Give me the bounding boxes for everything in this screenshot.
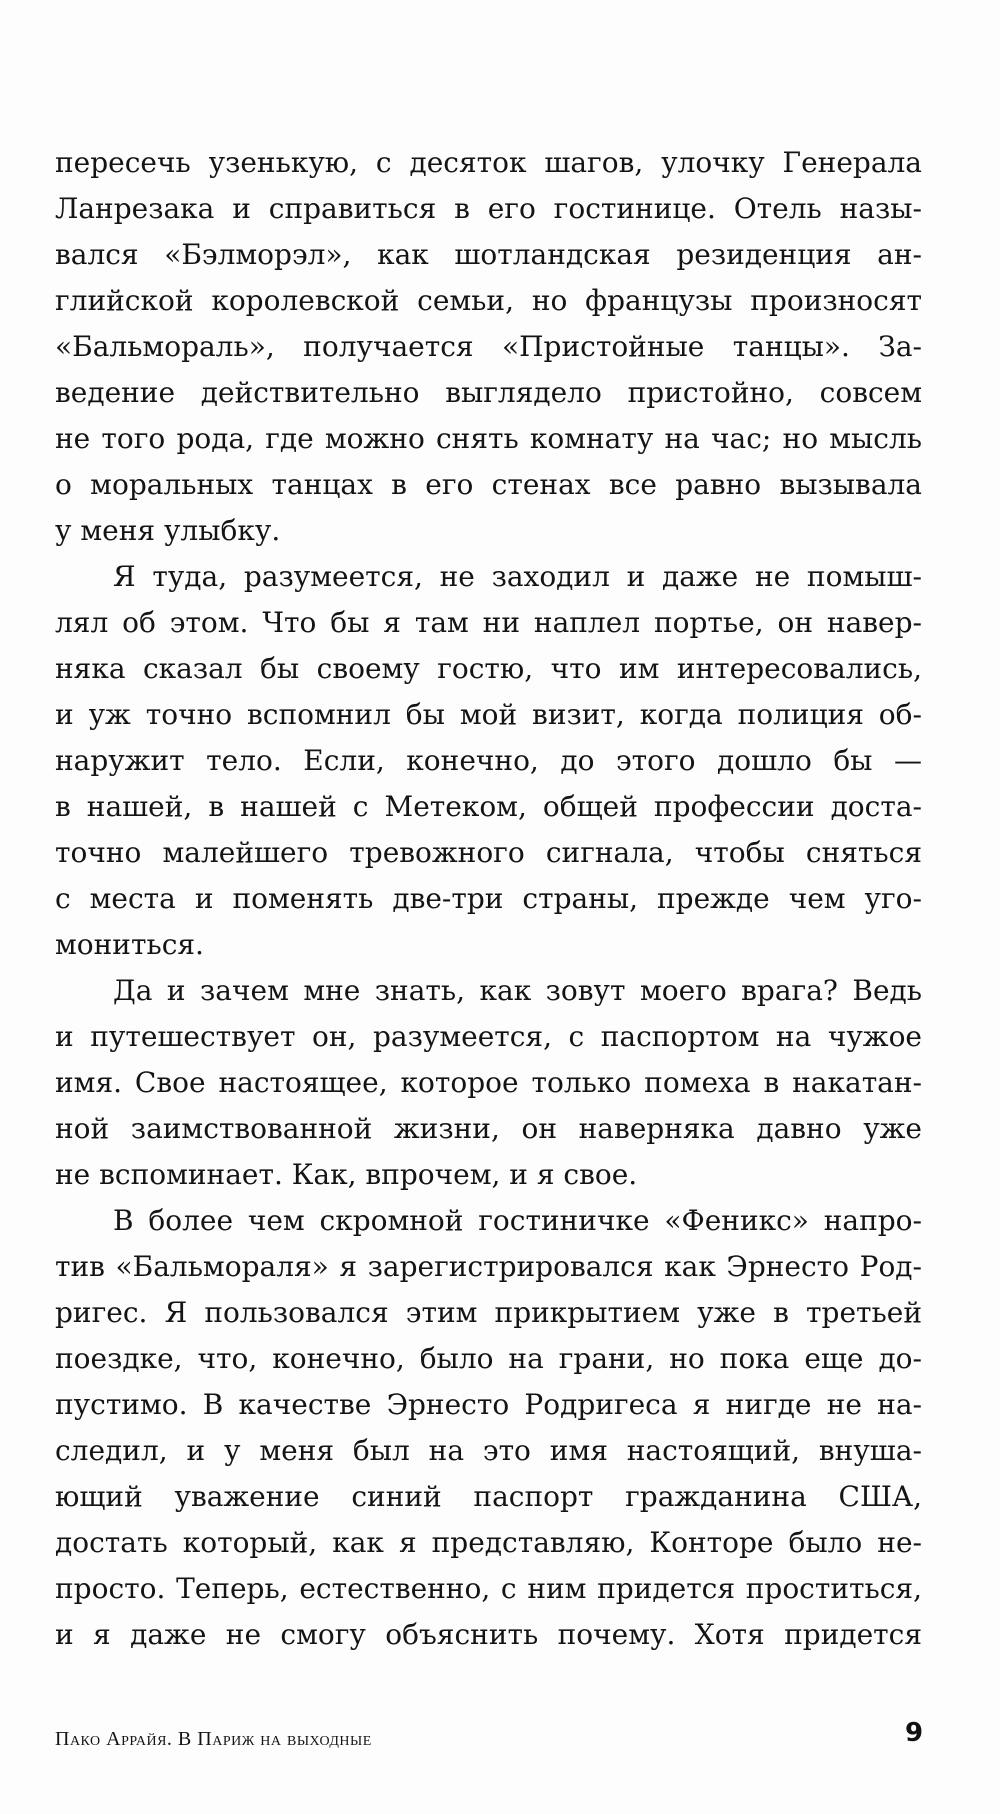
text-line: и я даже не смогу объяснить почему. Хотя придется [55, 1618, 922, 1651]
text-line: Ланрезака и справиться в его гостинице. Отель назы- [55, 192, 922, 225]
text-line: пустимо. В качестве Эрнесто Родригеса я нигде не на- [55, 1388, 922, 1421]
text-line: вался «Бэлморэл», как шотландская резиденция ан- [55, 238, 922, 271]
text-line: Да и зачем мне знать, как зовут моего врага? Ведь [113, 974, 922, 1007]
text-line: у меня улыбку. [55, 514, 281, 547]
running-footer-title: Пако Аррайя. В Париж на выходные [55, 1728, 372, 1750]
text-line: «Бальмораль», получается «Пристойные танцы». За- [55, 330, 922, 363]
text-line: не того рода, где можно снять комнату на час; но мысль [55, 422, 922, 455]
text-line: лял об этом. Что бы я там ни наплел портье, он навер- [55, 606, 922, 639]
text-line: глийской королевской семьи, но французы произносят [55, 284, 922, 317]
text-line: ведение действительно выглядело пристойно, совсем [55, 376, 922, 409]
text-line: няка сказал бы своему гостю, что им интересовались, [55, 652, 922, 685]
text-line: ригес. Я пользовался этим прикрытием уже в третьей [55, 1296, 922, 1329]
text-line: имя. Свое настоящее, которое только помеха в накатан- [55, 1066, 922, 1099]
text-line: поездке, что, конечно, было на грани, но пока еще до- [55, 1342, 922, 1375]
text-line: достать который, как я представляю, Конторе было не- [55, 1526, 922, 1559]
text-line: не вспоминает. Как, впрочем, и я свое. [55, 1158, 638, 1191]
text-line: и уж точно вспомнил бы мой визит, когда полиция об- [55, 698, 922, 731]
page-number: 9 [905, 1718, 924, 1748]
text-line: в нашей, в нашей с Метеком, общей профессии доста- [55, 790, 922, 823]
text-line: пересечь узенькую, с десяток шагов, улочку Генерала [55, 146, 922, 179]
text-line: мониться. [55, 928, 204, 961]
text-line: просто. Теперь, естественно, с ним придется проститься, [55, 1572, 922, 1605]
text-line: следил, и у меня был на это имя настоящий, внуша- [55, 1434, 922, 1467]
text-line: и путешествует он, разумеется, с паспортом на чужое [55, 1020, 922, 1053]
text-line: В более чем скромной гостиничке «Феникс» напро- [113, 1204, 922, 1237]
body-text [55, 140, 922, 1658]
text-line: наружит тело. Если, конечно, до этого дошло бы — [55, 744, 922, 777]
text-line: с места и поменять две-три страны, прежде чем уго- [55, 882, 922, 915]
text-line: ной заимствованной жизни, он наверняка давно уже [55, 1112, 922, 1145]
text-line: о моральных танцах в его стенах все равно вызывала [55, 468, 922, 501]
text-line: Я туда, разумеется, не заходил и даже не помыш- [113, 560, 922, 593]
text-line: точно малейшего тревожного сигнала, чтобы сняться [55, 836, 922, 869]
text-line: ющий уважение синий паспорт гражданина США, [55, 1480, 922, 1513]
text-line: тив «Бальмораля» я зарегистрировался как Эрнесто Род- [55, 1250, 922, 1283]
